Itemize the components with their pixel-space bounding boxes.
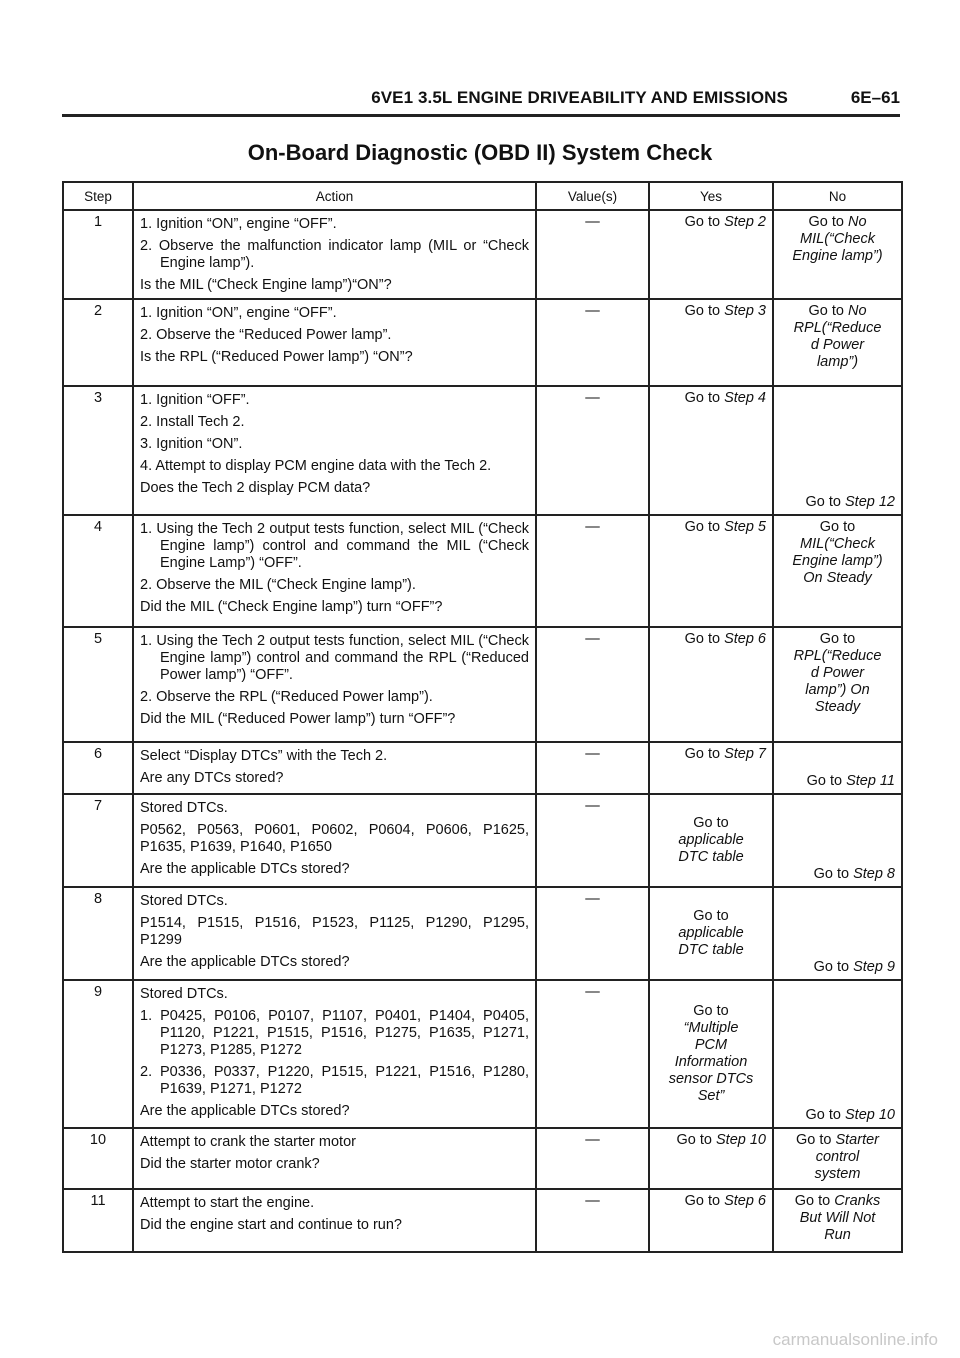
- goto-prefix: Go to: [684, 1193, 721, 1209]
- no-target: Step 8: [853, 866, 895, 882]
- goto-prefix: Go to: [819, 519, 856, 535]
- no-lead-line: [780, 1193, 895, 1210]
- goto-prefix: Go to: [808, 214, 844, 230]
- no-target-line: Run: [824, 1227, 851, 1243]
- table-row: [63, 627, 902, 742]
- no-cell: [773, 742, 902, 794]
- yes-cell: [649, 627, 773, 742]
- goto-prefix: Go to: [794, 1193, 831, 1209]
- action-question: Did the engine start and continue to run?: [140, 1217, 402, 1233]
- action-question: Does the Tech 2 display PCM data?: [140, 480, 371, 496]
- no-target-line: Steady: [814, 699, 861, 715]
- no-target-line: MIL(“Check: [800, 536, 875, 552]
- goto-prefix: Go to: [684, 303, 721, 319]
- value-cell: —: [536, 515, 649, 627]
- goto-prefix: Go to: [819, 631, 856, 647]
- no-target-line: RPL(“Reduce: [793, 648, 882, 664]
- yes-cell: [649, 1128, 773, 1189]
- value-cell: —: [536, 210, 649, 299]
- no-target-line: No: [847, 214, 867, 230]
- action-line: 2. Install Tech 2.: [140, 414, 245, 430]
- no-target-line: system: [814, 1166, 861, 1182]
- action-question: Is the MIL (“Check Engine lamp”)“ON”?: [140, 277, 392, 293]
- no-target: Step 11: [846, 773, 895, 789]
- action-line: 3. Ignition “ON”.: [140, 436, 243, 452]
- action-question: Did the starter motor crank?: [140, 1156, 320, 1172]
- no-cell: [773, 386, 902, 515]
- action-cell: [133, 887, 536, 980]
- yes-target-line: Set”: [697, 1088, 725, 1104]
- goto-prefix: Go to: [684, 214, 721, 230]
- no-target-line: d Power: [810, 665, 865, 681]
- table-body: [63, 210, 902, 1252]
- action-line: 2. Observe the “Reduced Power lamp”.: [140, 327, 392, 343]
- step-number: 8: [63, 887, 133, 980]
- no-target-line: On Steady: [803, 570, 872, 586]
- table-row: [63, 742, 902, 794]
- no-target: Step 12: [845, 494, 895, 510]
- action-line: 1. Ignition “OFF”.: [140, 392, 250, 408]
- yes-target-line: Information: [674, 1054, 748, 1070]
- table-row: [63, 386, 902, 515]
- goto-prefix: Go to: [805, 1107, 841, 1123]
- step-number: 1: [63, 210, 133, 299]
- goto-prefix: Go to: [813, 866, 850, 882]
- step-number: 3: [63, 386, 133, 515]
- no-target-line: Starter: [835, 1132, 879, 1148]
- yes-target-line: PCM: [694, 1037, 728, 1053]
- action-line: P1514, P1515, P1516, P1523, P1125, P1290, P1295, P1299: [140, 915, 529, 948]
- no-cell: [773, 1128, 902, 1189]
- no-target-line: No: [847, 303, 867, 319]
- page-title: On-Board Diagnostic (OBD II) System Check: [247, 140, 713, 165]
- page-header: [62, 88, 900, 117]
- yes-target: Step 2: [724, 214, 766, 230]
- column-header-no: No: [773, 182, 902, 210]
- no-target-line: lamp”) On: [805, 682, 870, 698]
- value-cell: —: [536, 794, 649, 887]
- action-cell: [133, 386, 536, 515]
- yes-cell: [649, 1189, 773, 1252]
- yes-target-line: applicable: [678, 925, 744, 941]
- no-lead-line: [780, 519, 895, 536]
- no-cell: [773, 299, 902, 386]
- value-cell: —: [536, 1189, 649, 1252]
- watermark: carmanualsonline.info: [772, 1330, 938, 1349]
- goto-prefix: Go to: [684, 746, 721, 762]
- step-number: 5: [63, 627, 133, 742]
- action-line: Stored DTCs.: [140, 893, 228, 909]
- no-target-line: Cranks: [834, 1193, 881, 1209]
- goto-prefix: Go to: [805, 494, 841, 510]
- no-lead-line: [780, 1132, 895, 1149]
- yes-cell: [649, 515, 773, 627]
- action-line: 1. P0425, P0106, P0107, P1107, P0401, P1404, P0405, P1120, P1221, P1515, P1516, P1275, P1635, P1271, P1273, P1285, P1272: [140, 1008, 529, 1058]
- section-title: 6VE1 3.5L ENGINE DRIVEABILITY AND EMISSIONS: [371, 88, 788, 107]
- no-cell: [773, 515, 902, 627]
- action-question: Did the MIL (“Check Engine lamp”) turn “OFF”?: [140, 599, 443, 615]
- no-target-line: MIL(“Check: [800, 231, 875, 247]
- no-cell: [773, 627, 902, 742]
- yes-cell: [649, 386, 773, 515]
- yes-target-line: “Multiple: [683, 1020, 739, 1036]
- action-cell: [133, 627, 536, 742]
- action-cell: [133, 794, 536, 887]
- column-header-step: Step: [63, 182, 133, 210]
- column-header-values: Value(s): [536, 182, 649, 210]
- no-target-line: Engine lamp”): [792, 248, 883, 264]
- no-lead-line: [780, 214, 895, 231]
- no-target-line: lamp”): [816, 354, 859, 370]
- action-line: 2. Observe the RPL (“Reduced Power lamp”).: [140, 689, 433, 705]
- yes-target-line: DTC table: [678, 849, 744, 865]
- table-header-row: [63, 182, 902, 210]
- action-cell: [133, 1128, 536, 1189]
- action-cell: [133, 515, 536, 627]
- table-row: [63, 515, 902, 627]
- step-number: 4: [63, 515, 133, 627]
- action-line: 4. Attempt to display PCM engine data with the Tech 2.: [140, 458, 492, 474]
- table-row: [63, 1189, 902, 1252]
- yes-target: Step 6: [724, 1193, 766, 1209]
- page-number: 6E–61: [850, 88, 900, 107]
- action-question: Are the applicable DTCs stored?: [140, 1103, 350, 1119]
- table-row: [63, 210, 902, 299]
- no-target: Step 10: [845, 1107, 895, 1123]
- goto-prefix: Go to: [795, 1132, 832, 1148]
- yes-target-line: sensor DTCs: [668, 1071, 754, 1087]
- action-line: 2. Observe the MIL (“Check Engine lamp”).: [140, 577, 416, 593]
- goto-prefix: Go to: [806, 773, 843, 789]
- value-cell: —: [536, 1128, 649, 1189]
- value-cell: —: [536, 887, 649, 980]
- action-line: Stored DTCs.: [140, 986, 228, 1002]
- diagnostic-table: [62, 181, 903, 1253]
- no-cell: [773, 980, 902, 1128]
- goto-prefix: Go to: [693, 1003, 729, 1019]
- goto-prefix: Go to: [693, 908, 729, 924]
- no-cell: [773, 794, 902, 887]
- action-line: 2. Observe the malfunction indicator lamp (MIL or “Check Engine lamp”).: [140, 238, 529, 271]
- step-number: 6: [63, 742, 133, 794]
- yes-cell: [649, 210, 773, 299]
- table-row: [63, 1128, 902, 1189]
- step-number: 7: [63, 794, 133, 887]
- action-line: Attempt to start the engine.: [140, 1195, 315, 1211]
- action-cell: [133, 742, 536, 794]
- no-target: Step 9: [853, 959, 895, 975]
- no-cell: [773, 887, 902, 980]
- yes-target: Step 10: [716, 1132, 766, 1148]
- no-target-line: Engine lamp”): [792, 553, 883, 569]
- action-question: Are the applicable DTCs stored?: [140, 861, 350, 877]
- yes-cell: [649, 742, 773, 794]
- goto-prefix: Go to: [808, 303, 844, 319]
- yes-target: Step 6: [724, 631, 766, 647]
- yes-cell: [649, 980, 773, 1128]
- action-question: Did the MIL (“Reduced Power lamp”) turn “OFF”?: [140, 711, 456, 727]
- column-header-yes: Yes: [649, 182, 773, 210]
- yes-target: Step 7: [724, 746, 766, 762]
- table-row: [63, 794, 902, 887]
- action-question: Is the RPL (“Reduced Power lamp”) “ON”?: [140, 349, 413, 365]
- action-cell: [133, 1189, 536, 1252]
- column-header-action: Action: [133, 182, 536, 210]
- yes-target: Step 4: [724, 390, 766, 406]
- table-row: [63, 980, 902, 1128]
- goto-prefix: Go to: [693, 815, 729, 831]
- action-line: 1. Using the Tech 2 output tests function, select MIL (“Check Engine lamp”) control and command the MIL (“Check Engine Lamp”) “OFF”.: [140, 521, 529, 571]
- step-number: 2: [63, 299, 133, 386]
- action-line: Stored DTCs.: [140, 800, 228, 816]
- action-line: Attempt to crank the starter motor: [140, 1134, 356, 1150]
- no-target-line: control: [815, 1149, 860, 1165]
- no-cell: [773, 1189, 902, 1252]
- action-cell: [133, 210, 536, 299]
- yes-target: Step 3: [724, 303, 766, 319]
- no-target-line: RPL(“Reduce: [793, 320, 882, 336]
- value-cell: —: [536, 742, 649, 794]
- goto-prefix: Go to: [684, 519, 721, 535]
- table-row: [63, 299, 902, 386]
- action-cell: [133, 299, 536, 386]
- goto-prefix: Go to: [813, 959, 850, 975]
- no-lead-line: [780, 631, 895, 648]
- table-row: [63, 887, 902, 980]
- yes-cell: [649, 299, 773, 386]
- yes-target-line: DTC table: [678, 942, 744, 958]
- yes-cell: [649, 887, 773, 980]
- action-line: 2. P0336, P0337, P1220, P1515, P1221, P1516, P1280, P1639, P1271, P1272: [140, 1064, 529, 1097]
- value-cell: —: [536, 627, 649, 742]
- step-number: 10: [63, 1128, 133, 1189]
- no-target-line: d Power: [810, 337, 865, 353]
- no-target-line: But Will Not: [799, 1210, 876, 1226]
- goto-prefix: Go to: [684, 390, 721, 406]
- goto-prefix: Go to: [684, 631, 721, 647]
- action-question: Are the applicable DTCs stored?: [140, 954, 350, 970]
- yes-target: Step 5: [724, 519, 766, 535]
- value-cell: —: [536, 980, 649, 1128]
- action-line: 1. Using the Tech 2 output tests function, select MIL (“Check Engine lamp”) control and command the RPL (“Reduced Power lamp”) “OFF”.: [140, 633, 529, 683]
- no-cell: [773, 210, 902, 299]
- no-lead-line: [780, 303, 895, 320]
- action-line: Select “Display DTCs” with the Tech 2.: [140, 748, 388, 764]
- action-line: 1. Ignition “ON”, engine “OFF”.: [140, 216, 337, 232]
- action-line: 1. Ignition “ON”, engine “OFF”.: [140, 305, 337, 321]
- yes-cell: [649, 794, 773, 887]
- action-question: Are any DTCs stored?: [140, 770, 284, 786]
- action-line: P0562, P0563, P0601, P0602, P0604, P0606, P1625, P1635, P1639, P1640, P1650: [140, 822, 529, 855]
- yes-target-line: applicable: [678, 832, 744, 848]
- value-cell: —: [536, 299, 649, 386]
- goto-prefix: Go to: [676, 1132, 712, 1148]
- step-number: 11: [63, 1189, 133, 1252]
- step-number: 9: [63, 980, 133, 1128]
- value-cell: —: [536, 386, 649, 515]
- action-cell: [133, 980, 536, 1128]
